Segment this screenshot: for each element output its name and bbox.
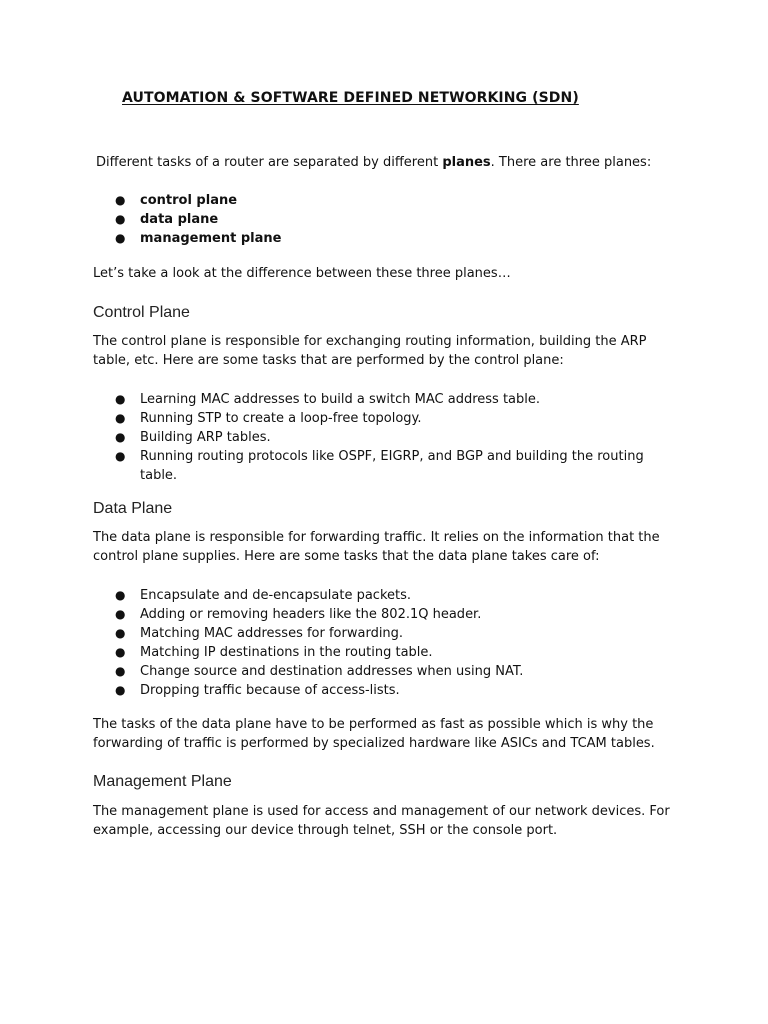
planes-list <box>115 191 675 248</box>
list-item <box>115 662 675 681</box>
data-plane-heading: Data Plane <box>93 500 173 517</box>
bullet-icon: ● <box>115 645 126 659</box>
bullet-icon: ● <box>115 411 126 425</box>
bullet-icon: ● <box>115 588 126 602</box>
bullet-icon: ● <box>115 664 126 678</box>
bullet-icon: ● <box>115 430 126 444</box>
task-text: Change source and destination addresses when using NAT. <box>140 664 524 679</box>
plane-name: control plane <box>140 193 238 208</box>
task-text: Matching IP destinations in the routing table. <box>140 645 433 660</box>
list-item <box>115 643 675 662</box>
bullet-icon: ● <box>115 683 126 697</box>
intro-text-after: . There are three planes: <box>490 155 652 170</box>
control-plane-description: The control plane is responsible for exchanging routing information, building the ARP table, etc. Here are some tasks that are performed by the control plane: <box>93 334 647 368</box>
list-item <box>115 210 675 229</box>
task-text: Running STP to create a loop-free topology. <box>140 411 422 426</box>
list-item <box>115 229 675 248</box>
bullet-icon: ● <box>115 607 126 621</box>
list-item <box>115 428 675 447</box>
bullet-icon: ● <box>115 449 126 463</box>
management-plane-description: The management plane is used for access and management of our network devices. For example, accessing our device through telnet, SSH or the console port. <box>93 804 670 838</box>
intro-text-before: Different tasks of a router are separated by different <box>96 155 443 170</box>
task-text: Matching MAC addresses for forwarding. <box>140 626 404 641</box>
difference-paragraph: Let’s take a look at the difference between these three planes… <box>93 266 511 281</box>
task-text: Dropping traffic because of access-lists. <box>140 683 400 698</box>
data-plane-task-list <box>115 586 675 700</box>
list-item <box>115 447 675 485</box>
task-text: Running routing protocols like OSPF, EIGRP, and BGP and building the routing table. <box>140 449 644 483</box>
management-plane-heading: Management Plane <box>93 773 232 790</box>
task-text: Learning MAC addresses to build a switch MAC address table. <box>140 392 541 407</box>
task-text: Adding or removing headers like the 802.1Q header. <box>140 607 482 622</box>
list-item <box>115 409 675 428</box>
list-item <box>115 390 675 409</box>
data-plane-description: The data plane is responsible for forwarding traffic. It relies on the information that the control plane supplies. Here are some tasks that the data plane takes care of: <box>93 530 660 564</box>
control-plane-task-list <box>115 390 675 485</box>
task-text: Building ARP tables. <box>140 430 271 445</box>
data-plane-note: The tasks of the data plane have to be performed as fast as possible which is why the forwarding of traffic is performed by specialized hardware like ASICs and TCAM tables. <box>93 717 655 751</box>
list-item <box>115 624 675 643</box>
document-title: AUTOMATION & SOFTWARE DEFINED NETWORKING (SDN) <box>122 90 579 106</box>
list-item <box>115 605 675 624</box>
intro-paragraph <box>96 153 651 172</box>
bullet-icon: ● <box>115 392 126 406</box>
bullet-icon: ● <box>115 231 126 245</box>
task-text: Encapsulate and de-encapsulate packets. <box>140 588 412 603</box>
bullet-icon: ● <box>115 193 126 207</box>
plane-name: management plane <box>140 231 282 246</box>
list-item <box>115 681 675 700</box>
list-item <box>115 586 675 605</box>
intro-text-bold: planes <box>442 155 491 170</box>
control-plane-heading: Control Plane <box>93 304 190 321</box>
plane-name: data plane <box>140 212 219 227</box>
bullet-icon: ● <box>115 626 126 640</box>
list-item <box>115 191 675 210</box>
bullet-icon: ● <box>115 212 126 226</box>
